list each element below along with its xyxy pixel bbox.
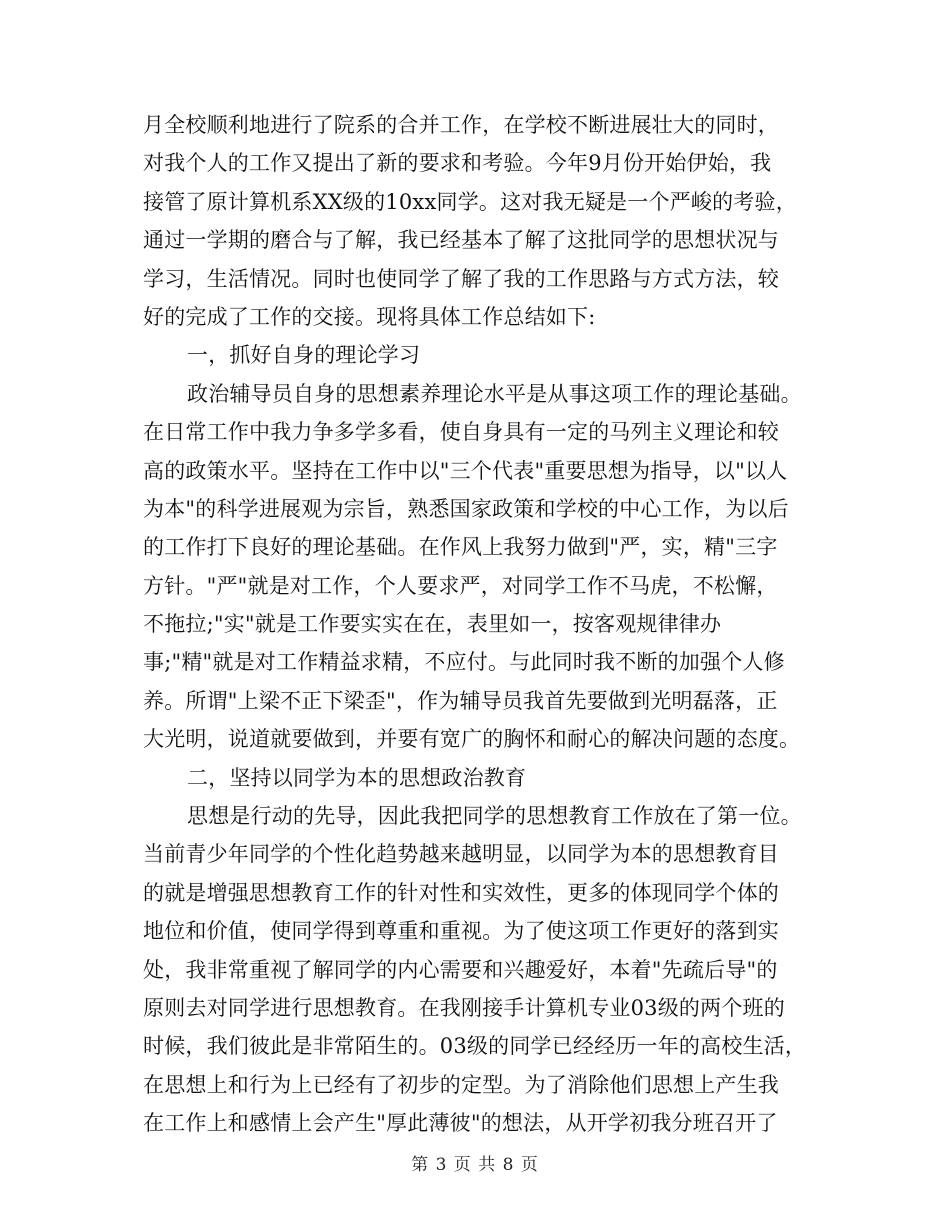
- text-line: 方针。"严"就是对工作，个人要求严，对同学工作不马虎，不松懈，: [143, 573, 778, 598]
- text-line: 学习，生活情况。同时也使同学了解了我的工作思路与方式方法，较: [143, 266, 779, 291]
- text-line: 对我个人的工作又提出了新的要求和考验。今年9月份开始伊始，我: [143, 151, 772, 176]
- document-body: [143, 106, 813, 1143]
- text-line: 高的政策水平。坚持在工作中以"三个代表"重要思想为指导，以"以人: [143, 458, 788, 483]
- text-line: 接管了原计算机系XX级的10xx同学。这对我无疑是一个严峻的考验，: [143, 189, 797, 214]
- paragraph-first-line: 二，坚持以同学为本的思想政治教育: [187, 765, 527, 790]
- text-line: 好的完成了工作的交接。现将具体工作总结如下:: [143, 304, 596, 329]
- text-line: 事;"精"就是对工作精益求精，不应付。与此同时我不断的加强个人修: [143, 650, 785, 675]
- paragraph-first-line: 政治辅导员自身的思想素养理论水平是从事这项工作的理论基础。: [187, 381, 802, 406]
- text-line: 大光明，说道就要做到，并要有宽广的胸怀和耐心的解决问题的态度。: [143, 727, 801, 752]
- page-footer: 第 3 页 共 8 页: [411, 1155, 539, 1175]
- text-line: 养。所谓"上梁不正下梁歪"，作为辅导员我首先要做到光明磊落，正: [143, 688, 778, 713]
- text-line: 原则去对同学进行思想教育。在我刚接手计算机专业03级的两个班的: [143, 995, 785, 1020]
- text-line: 处，我非常重视了解同学的内心需要和兴趣爱好，本着"先疏后导"的: [143, 957, 778, 982]
- text-line: 在思想上和行为上已经有了初步的定型。为了消除他们思想上产生我: [143, 1072, 779, 1097]
- text-line: 当前青少年同学的个性化趋势越来越明显，以同学为本的思想教育目: [143, 842, 779, 867]
- text-line: 为本"的科学进展观为宗旨，熟悉国家政策和学校的中心工作，为以后: [143, 496, 789, 521]
- paragraph-first-line: 一，抓好自身的理论学习: [187, 343, 421, 368]
- text-line: 时候，我们彼此是非常陌生的。03级的同学已经经历一年的高校生活，: [143, 1034, 807, 1059]
- text-line: 月全校顺利地进行了院系的合并工作，在学校不断进展壮大的同时，: [143, 113, 779, 137]
- text-line: 的工作打下良好的理论基础。在作风上我努力做到"严，实，精"三字: [143, 535, 778, 560]
- text-line: 不拖拉;"实"就是工作要实实在在，表里如一，按客观规律律办: [143, 612, 722, 637]
- text-line: 在日常工作中我力争多学多看，使自身具有一定的马列主义理论和较: [143, 420, 779, 445]
- text-line: 在工作上和感情上会产生"厚此薄彼"的想法，从开学初我分班召开了: [143, 1111, 778, 1136]
- text-line: 的就是增强思想教育工作的针对性和实效性，更多的体现同学个体的: [143, 880, 779, 905]
- text-line: 通过一学期的磨合与了解，我已经基本了解了这批同学的思想状况与: [143, 228, 779, 253]
- paragraph-first-line: 思想是行动的先导，因此我把同学的思想教育工作放在了第一位。: [187, 804, 802, 829]
- text-line: 地位和价值，使同学得到尊重和重视。为了使这项工作更好的落到实: [143, 919, 779, 944]
